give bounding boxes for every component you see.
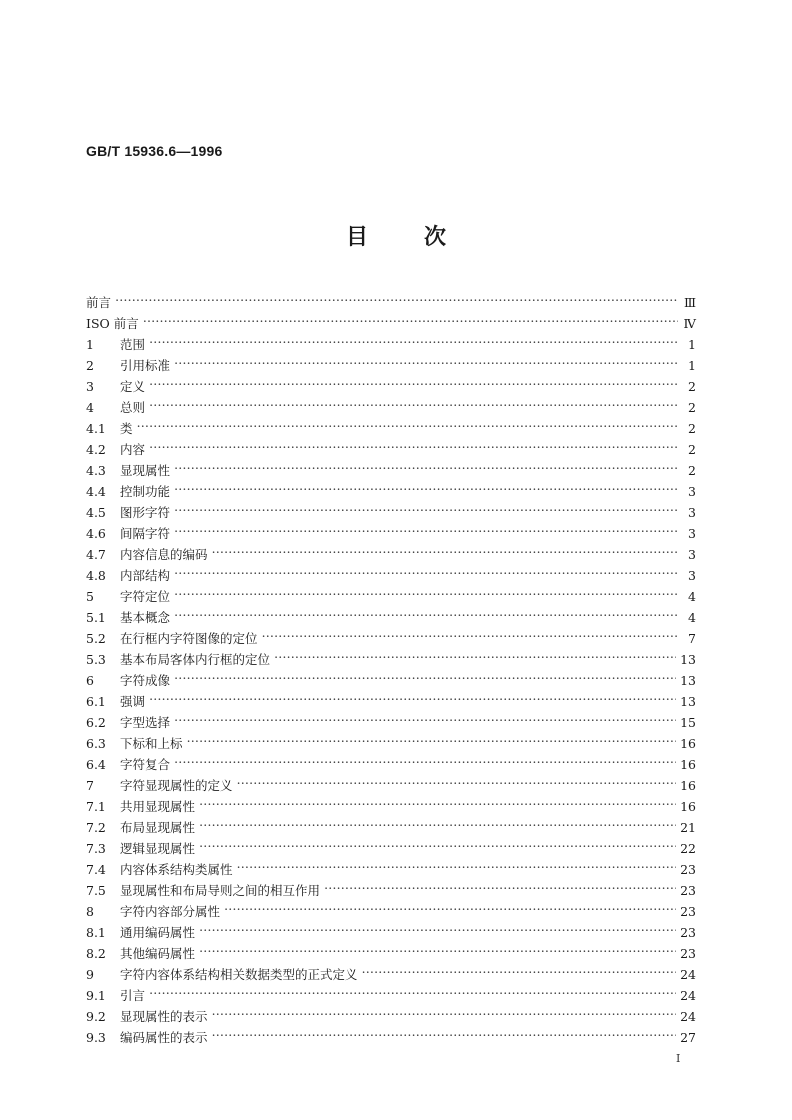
toc-entry (86, 328, 696, 352)
toc-entry-number: 8.1 (86, 925, 106, 940)
toc-entry-page: 1 (688, 337, 696, 352)
toc-dot-leader (212, 538, 678, 559)
toc-entry-label: ISO 前言 (86, 316, 139, 331)
toc-dot-leader (115, 286, 678, 307)
toc-dot-leader (199, 916, 676, 937)
toc-entry-number: 4.4 (86, 484, 106, 499)
toc-entry-label: 显现属性 (120, 463, 171, 478)
toc-entry-page: 1 (688, 358, 696, 373)
toc-entry-label: 显现属性和布局导则之间的相互作用 (120, 883, 321, 898)
toc-entry-label: 下标和上标 (120, 736, 183, 751)
toc-dot-leader (237, 853, 677, 874)
toc-entry (86, 685, 696, 709)
toc-dot-leader (362, 958, 677, 979)
toc-entry-number: 3 (86, 379, 94, 394)
toc-dot-leader (199, 790, 676, 811)
standard-number: GB/T 15936.6—1996 (86, 143, 223, 159)
toc-entry-label: 内容信息的编码 (120, 547, 208, 562)
toc-entry-number: 9.1 (86, 988, 106, 1003)
toc-dot-leader (237, 769, 677, 790)
toc-entry-label: 内容 (120, 442, 146, 457)
toc-title: 目次 (345, 225, 502, 250)
toc-entry-number: 7.2 (86, 820, 106, 835)
toc-entry-label: 字符显现属性的定义 (120, 778, 233, 793)
toc-entry-page: 7 (688, 631, 696, 646)
toc-entry-number: 5.2 (86, 631, 106, 646)
toc-entry-page: 2 (688, 379, 696, 394)
toc-dot-leader (174, 748, 676, 769)
toc-dot-leader (149, 979, 676, 1000)
toc-entry (86, 307, 696, 331)
toc-entry-page: Ⅳ (683, 316, 696, 331)
toc-entry-number: 7.1 (86, 799, 106, 814)
toc-entry-label: 强调 (120, 694, 146, 709)
toc-entry-number: 5.3 (86, 652, 106, 667)
toc-entry-page: 3 (688, 526, 696, 541)
toc-entry-page: 3 (688, 568, 696, 583)
toc-entry-label: 在行框内字符图像的定位 (120, 631, 258, 646)
toc-entry-page: 3 (688, 505, 696, 520)
toc-entry-page: 2 (688, 400, 696, 415)
toc-entry-page: 16 (680, 736, 696, 751)
toc-entry (86, 412, 696, 436)
toc-entry-label: 类 (120, 421, 133, 436)
toc-entry-number: 5.1 (86, 610, 106, 625)
toc-entry-number: 6.4 (86, 757, 106, 772)
toc-entry-label: 布局显现属性 (120, 820, 196, 835)
page-number: I (676, 1052, 681, 1065)
toc-entry-label: 编码属性的表示 (120, 1030, 208, 1045)
toc-entry-page: 24 (680, 967, 696, 982)
toc-entry-page: Ⅲ (683, 295, 696, 310)
toc-entry-label: 内容体系结构类属性 (120, 862, 233, 877)
toc-entry-label: 图形字符 (120, 505, 171, 520)
toc-entry-number: 4.5 (86, 505, 106, 520)
toc-entry-page: 24 (680, 988, 696, 1003)
toc-entry-number: 7 (86, 778, 94, 793)
toc-entry-page: 23 (680, 904, 696, 919)
toc-entry-number: 6.2 (86, 715, 106, 730)
toc-entry (86, 769, 696, 793)
toc-entry (86, 286, 696, 310)
toc-entry (86, 580, 696, 604)
toc-entry (86, 748, 696, 772)
toc-entry-number: 9.2 (86, 1009, 106, 1024)
toc-entry-page: 24 (680, 1009, 696, 1024)
toc-entry-label: 字符复合 (120, 757, 171, 772)
toc-entry-number: 7.4 (86, 862, 106, 877)
toc-entry-page: 23 (680, 925, 696, 940)
toc-entry (86, 433, 696, 457)
toc-dot-leader (174, 601, 678, 622)
toc-entry-page: 3 (688, 484, 696, 499)
toc-entry-label: 控制功能 (120, 484, 171, 499)
toc-entry-page: 3 (688, 547, 696, 562)
toc-entry-label: 定义 (120, 379, 146, 394)
toc-entry (86, 601, 696, 625)
toc-entry (86, 979, 696, 1003)
toc-entry-page: 21 (680, 820, 696, 835)
toc-entry-page: 13 (680, 652, 696, 667)
toc-entry-label: 字符内容体系结构相关数据类型的正式定义 (120, 967, 358, 982)
toc-dot-leader (174, 664, 676, 685)
toc-entry-label: 基本概念 (120, 610, 171, 625)
toc-entry-number: 8.2 (86, 946, 106, 961)
toc-entry-page: 15 (680, 715, 696, 730)
toc-entry-page: 16 (680, 799, 696, 814)
toc-entry-page: 13 (680, 673, 696, 688)
toc-entry-label: 通用编码属性 (120, 925, 196, 940)
toc-dot-leader (174, 559, 678, 580)
toc-entry-number: 4.7 (86, 547, 106, 562)
toc-dot-leader (174, 475, 678, 496)
toc-entry (86, 496, 696, 520)
toc-entry-label: 范围 (120, 337, 146, 352)
toc-entry (86, 1000, 696, 1024)
toc-entry-page: 16 (680, 778, 696, 793)
toc-entry-number: 6.3 (86, 736, 106, 751)
toc-entry-label: 总则 (120, 400, 146, 415)
toc-dot-leader (262, 622, 678, 643)
toc-entry-label: 基本布局客体内行框的定位 (120, 652, 271, 667)
toc-dot-leader (149, 391, 678, 412)
toc-entry-number: 1 (86, 337, 94, 352)
toc-entry-label: 其他编码属性 (120, 946, 196, 961)
toc-dot-leader (224, 895, 676, 916)
toc-dot-leader (187, 727, 677, 748)
toc-entry-number: 2 (86, 358, 94, 373)
toc-entry (86, 454, 696, 478)
toc-entry-number: 6.1 (86, 694, 106, 709)
toc-entry-label: 引用标准 (120, 358, 171, 373)
toc-dot-leader (143, 307, 678, 328)
toc-dot-leader (212, 1021, 677, 1042)
toc-dot-leader (137, 412, 678, 433)
toc-dot-leader (274, 643, 676, 664)
toc-entry (86, 475, 696, 499)
toc-entry-number: 7.3 (86, 841, 106, 856)
toc-entry (86, 349, 696, 373)
toc-entry (86, 706, 696, 730)
toc-entry-label: 字符内容部分属性 (120, 904, 221, 919)
toc-entry (86, 370, 696, 394)
toc-entry-number: 5 (86, 589, 94, 604)
toc-entry-page: 16 (680, 757, 696, 772)
toc-entry-label: 前言 (86, 295, 112, 310)
toc-dot-leader (174, 706, 676, 727)
toc-entry-label: 字符成像 (120, 673, 171, 688)
toc-entry-page: 2 (688, 442, 696, 457)
toc-entry-page: 13 (680, 694, 696, 709)
toc-dot-leader (149, 328, 678, 349)
toc-entry-label: 逻辑显现属性 (120, 841, 196, 856)
toc-entry-number: 4.6 (86, 526, 106, 541)
toc-entry-number: 7.5 (86, 883, 106, 898)
toc-dot-leader (149, 433, 678, 454)
toc-dot-leader (149, 370, 678, 391)
toc-entry-label: 显现属性的表示 (120, 1009, 208, 1024)
toc-dot-leader (174, 496, 678, 517)
toc-entry-label: 共用显现属性 (120, 799, 196, 814)
toc-entry-number: 9 (86, 967, 94, 982)
toc-dot-leader (199, 937, 676, 958)
toc-entry (86, 622, 696, 646)
toc-dot-leader (174, 349, 678, 370)
toc-entry-label: 字型选择 (120, 715, 171, 730)
toc-entry (86, 391, 696, 415)
toc-entry-page: 27 (680, 1030, 696, 1045)
toc-entry (86, 664, 696, 688)
toc-entry-label: 引言 (120, 988, 146, 1003)
toc-entry-label: 字符定位 (120, 589, 171, 604)
toc-entry-page: 23 (680, 883, 696, 898)
toc-entry-page: 2 (688, 463, 696, 478)
toc-dot-leader (174, 517, 678, 538)
toc-dot-leader (174, 580, 678, 601)
toc-entry-page: 4 (688, 610, 696, 625)
toc-entry-page: 2 (688, 421, 696, 436)
toc-entry-number: 4.2 (86, 442, 106, 457)
toc-entry-page: 4 (688, 589, 696, 604)
toc-dot-leader (174, 454, 678, 475)
toc-dot-leader (199, 811, 676, 832)
toc-entry (86, 559, 696, 583)
toc-dot-leader (149, 685, 676, 706)
toc-entry (86, 727, 696, 751)
toc-entry-label: 内部结构 (120, 568, 171, 583)
toc-entry-number: 6 (86, 673, 94, 688)
toc-dot-leader (324, 874, 676, 895)
toc-entry (86, 538, 696, 562)
toc-entry-number: 4.3 (86, 463, 106, 478)
toc-entry-number: 8 (86, 904, 94, 919)
toc-entry-page: 23 (680, 946, 696, 961)
toc-entry (86, 517, 696, 541)
toc-entry-label: 间隔字符 (120, 526, 171, 541)
toc-entry-number: 9.3 (86, 1030, 106, 1045)
toc-entry-number: 4.1 (86, 421, 106, 436)
toc-dot-leader (212, 1000, 677, 1021)
toc-entry-page: 22 (680, 841, 696, 856)
toc-dot-leader (199, 832, 676, 853)
table-of-contents (86, 286, 696, 1045)
toc-entry-page: 23 (680, 862, 696, 877)
toc-entry-number: 4 (86, 400, 94, 415)
toc-entry-number: 4.8 (86, 568, 106, 583)
